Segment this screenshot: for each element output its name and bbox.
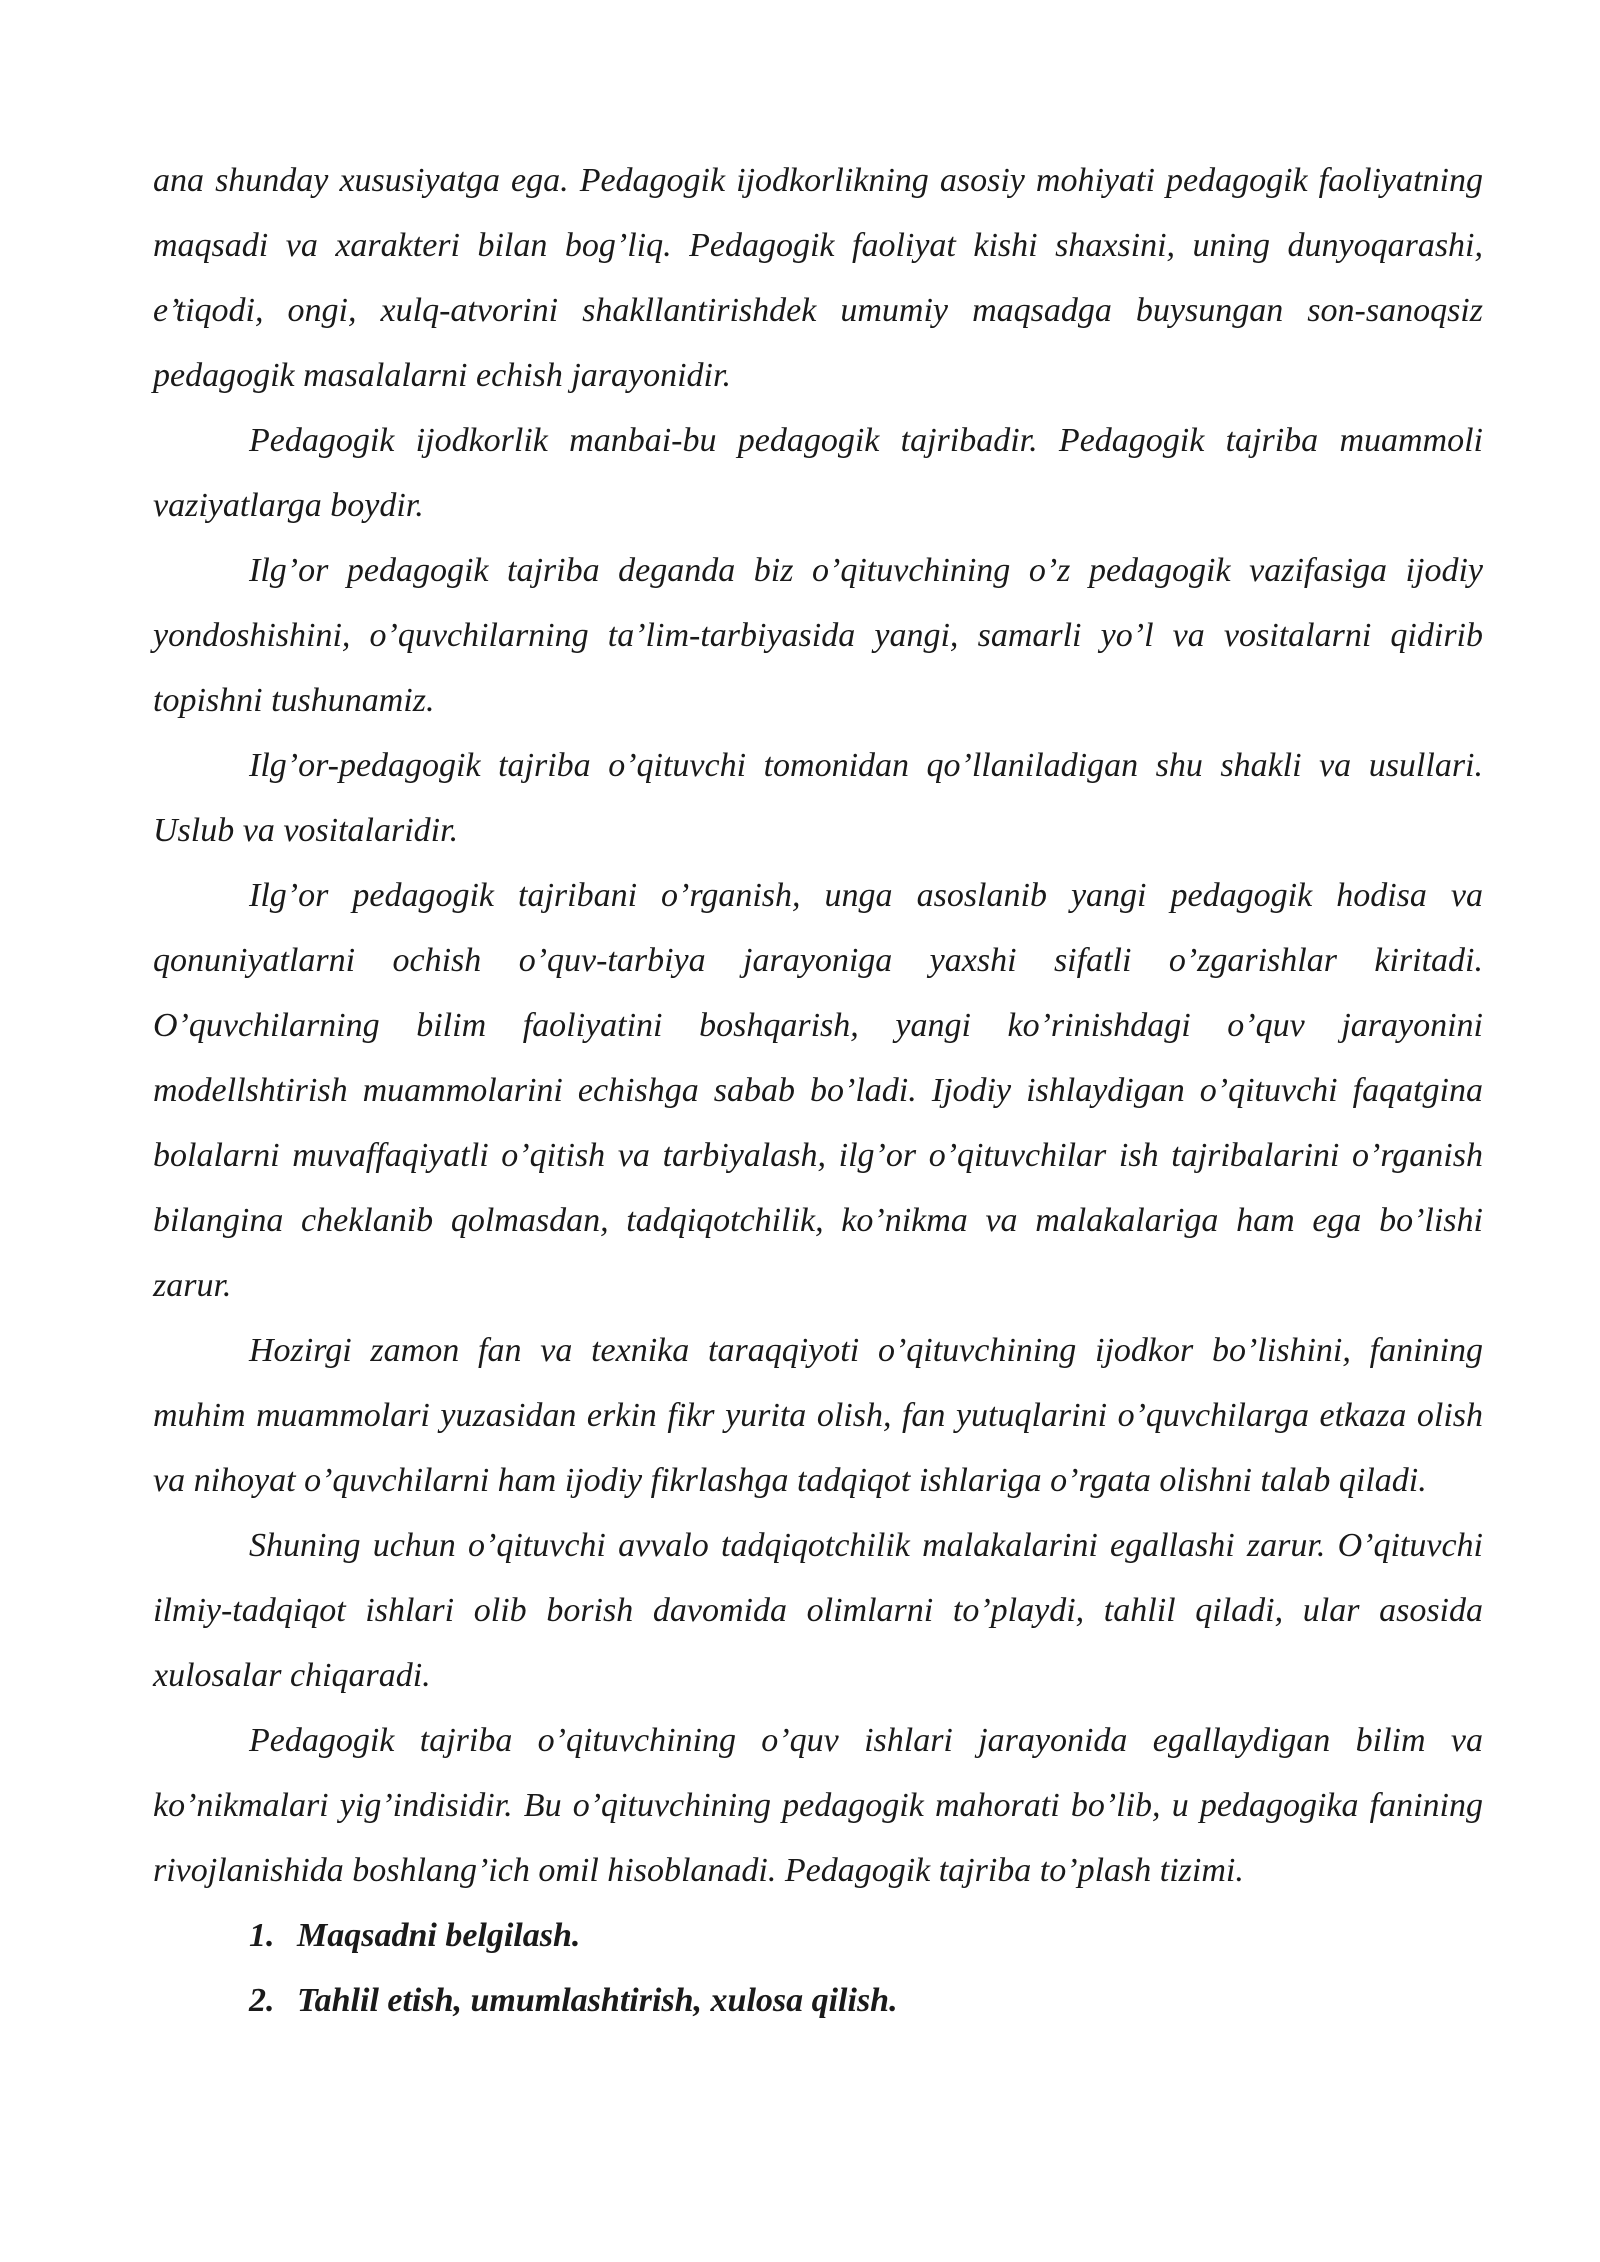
paragraph: Shuning uchun o’qituvchi avvalo tadqiqotchilik malakalarini egallashi zarur. O’qituvchi ilmiy-tadqiqot ishlari olib borish davomida olimlarni to’playdi, tahlil qiladi, ular asosida xulosalar chiqaradi.	[153, 1527, 1483, 1694]
paragraph-continuation: ana shunday xususiyatga ega. Pedagogik ijodkorlikning asosiy mohiyati pedagogik faoliyatning maqsadi va xarakteri bilan bog’liq. Pedagogik faoliyat kishi shaxsini, uning dunyoqarashi, e’tiqodi, ongi, xulq-atvorini shakllantirishdek umumiy maqsadga buysungan son-sanoqsiz pedagogik masalalarni echish jarayonidir.	[153, 162, 1483, 394]
document-body	[153, 148, 1483, 2033]
paragraph: Pedagogik tajriba o’qituvchining o’quv ishlari jarayonida egallaydigan bilim va ko’nikmalari yig’indisidir. Bu o’qituvchining pedagogik mahorati bo’lib, u pedagogika fanining rivojlanishida boshlang’ich omil hisoblanadi. Pedagogik tajriba to’plash tizimi.	[153, 1722, 1483, 1889]
list-item-text: Maqsadni belgilash.	[297, 1917, 581, 1954]
list-item-number: 1.	[249, 1917, 275, 1954]
paragraph: Pedagogik ijodkorlik manbai-bu pedagogik tajribadir. Pedagogik tajriba muammoli vaziyatlarga boydir.	[153, 422, 1483, 524]
paragraph: Ilg’or pedagogik tajriba deganda biz o’qituvchining o’z pedagogik vazifasiga ijodiy yondoshishini, o’quvchilarning ta’lim-tarbiyasida yangi, samarli yo’l va vositalarni qidirib topishni tushunamiz.	[153, 552, 1483, 719]
paragraph: Ilg’or pedagogik tajribani o’rganish, unga asoslanib yangi pedagogik hodisa va qonuniyatlarni ochish o’quv-tarbiya jarayoniga yaxshi sifatli o’zgarishlar kiritadi. O’quvchilarning bilim faoliyatini boshqarish, yangi ko’rinishdagi o’quv jarayonini modellshtirish muammolarini echishga sabab bo’ladi. Ijodiy ishlaydigan o’qituvchi faqatgina bolalarni muvaffaqiyatli o’qitish va tarbiyalash, ilg’or o’qituvchilar ish tajribalarini o’rganish bilangina cheklanib qolmasdan, tadqiqotchilik, ko’nikma va malakalariga ham ega bo’lishi zarur.	[153, 877, 1483, 1304]
numbered-list	[153, 1903, 1483, 2033]
list-item	[153, 1968, 1483, 2033]
paragraph: Hozirgi zamon fan va texnika taraqqiyoti o’qituvchining ijodkor bo’lishini, fanining muhim muammolari yuzasidan erkin fikr yurita olish, fan yutuqlarini o’quvchilarga etkaza olish va nihoyat o’quvchilarni ham ijodiy fikrlashga tadqiqot ishlariga o’rgata olishni talab qiladi.	[153, 1332, 1483, 1499]
list-item	[153, 1903, 1483, 1968]
list-item-text: Tahlil etish, umumlashtirish, xulosa qilish.	[297, 1982, 898, 2019]
paragraph: Ilg’or-pedagogik tajriba o’qituvchi tomonidan qo’llaniladigan shu shakli va usullari. Uslub va vositalaridir.	[153, 747, 1483, 849]
list-item-number: 2.	[249, 1982, 275, 2019]
